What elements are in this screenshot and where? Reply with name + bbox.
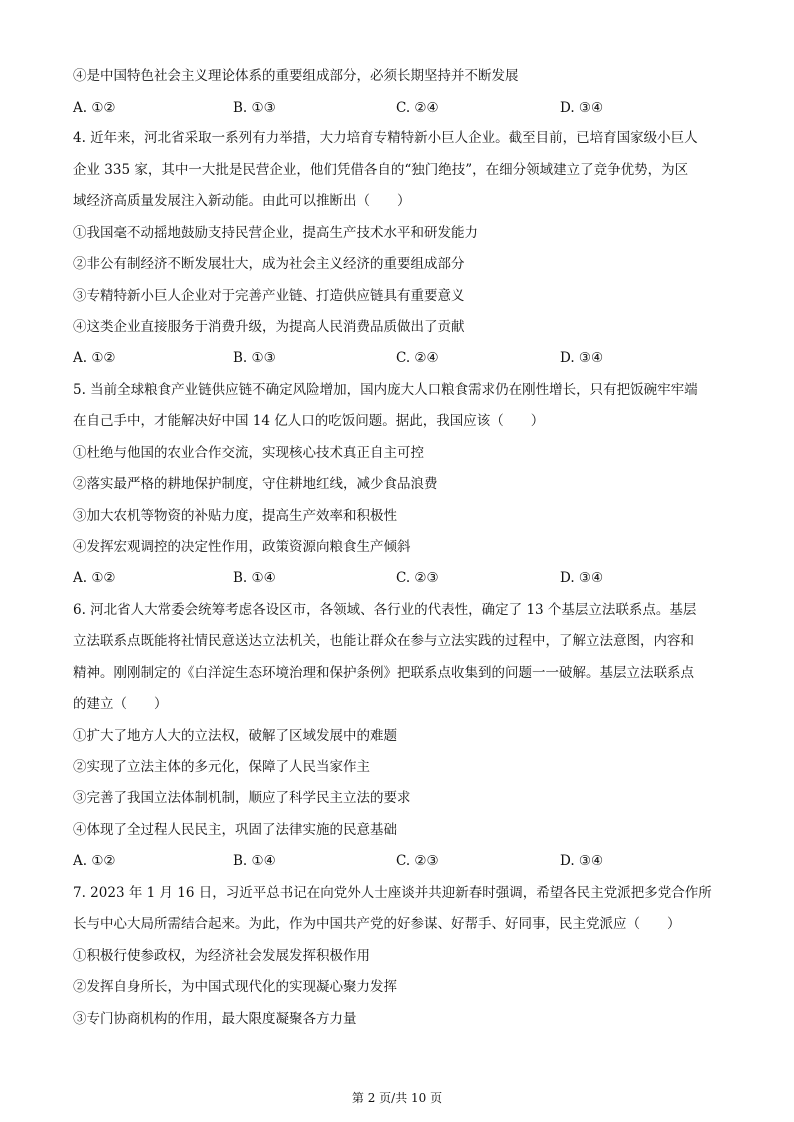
question-4-stem: 企业 335 家，其中一大批是民营企业，他们凭借各自的“独门绝技”，在细分领域建立了竞争优势，为区	[73, 162, 689, 178]
option-a[interactable]: A. ①②	[73, 570, 116, 586]
question-5-stem: 在自己手中，才能解决好中国 14 亿人口的吃饭问题。据此，我国应该（ ）	[73, 413, 545, 429]
option-b[interactable]: B. ①③	[233, 350, 276, 366]
statement-1: ①我国毫不动摇地鼓励支持民营企业，提高生产技术水平和研发能力	[73, 225, 478, 241]
option-d[interactable]: D. ③④	[560, 350, 604, 366]
statement-1: ①扩大了地方人大的立法权，破解了区域发展中的难题	[73, 728, 397, 744]
question-7-stem: 长与中心大局所需结合起来。为此，作为中国共产党的好参谋、好帮手、好同事，民主党派应（ ）	[73, 916, 681, 932]
option-b[interactable]: B. ①④	[233, 853, 276, 869]
statement-4: ④发挥宏观调控的决定性作用，政策资源向粮食生产倾斜	[73, 539, 411, 555]
statement-1: ①杜绝与他国的农业合作交流，实现核心技术真正自主可控	[73, 445, 424, 461]
question-7-stem: 7. 2023 年 1 月 16 日，习近平总书记在向党外人士座谈并共迎新春时强调，希望各民主党派把多党合作所	[73, 885, 712, 901]
option-d[interactable]: D. ③④	[560, 570, 604, 586]
option-c[interactable]: C. ②④	[396, 100, 439, 116]
options-row	[73, 98, 733, 118]
statement-2: ②非公有制经济不断发展壮大，成为社会主义经济的重要组成部分	[73, 256, 465, 272]
statement-2: ②落实最严格的耕地保护制度，守住耕地红线，减少食品浪费	[73, 476, 438, 492]
option-d[interactable]: D. ③④	[560, 853, 604, 869]
option-a[interactable]: A. ①②	[73, 853, 116, 869]
question-4-stem: 4. 近年来，河北省采取一系列有力举措，大力培育专精特新小巨人企业。截至目前，已培育国家级小巨人	[73, 130, 698, 146]
statement-2: ②实现了立法主体的多元化，保障了人民当家作主	[73, 759, 370, 775]
option-d[interactable]: D. ③④	[560, 100, 604, 116]
question-6-stem: 的建立（ ）	[73, 696, 168, 712]
options-row	[73, 568, 733, 588]
option-c[interactable]: C. ②③	[396, 853, 439, 869]
option-b[interactable]: B. ①④	[233, 570, 276, 586]
question-6-stem: 立法联系点既能将社情民意送达立法机关，也能让群众在参与立法实践的过程中，了解立法意图，内容和	[73, 633, 694, 649]
statement-4: ④体现了全过程人民民主，巩固了法律实施的民意基础	[73, 822, 397, 838]
statement-2: ②发挥自身所长，为中国式现代化的实现凝心聚力发挥	[73, 979, 397, 995]
statement-3: ③专精特新小巨人企业对于完善产业链、打造供应链具有重要意义	[73, 288, 465, 304]
options-row	[73, 851, 733, 871]
option-a[interactable]: A. ①②	[73, 100, 116, 116]
page-number: 第 2 页/共 10 页	[351, 1091, 443, 1105]
statement-3: ③完善了我国立法体制机制，顺应了科学民主立法的要求	[73, 790, 411, 806]
question-4-stem: 域经济高质量发展注入新动能。由此可以推断出（ ）	[73, 193, 411, 209]
question-6-stem: 6. 河北省人大常委会统筹考虑各设区市，各领域、各行业的代表性，确定了 13 个基层立法联系点。基层	[73, 602, 697, 618]
option-a[interactable]: A. ①②	[73, 350, 116, 366]
statement-4: ④是中国特色社会主义理论体系的重要组成部分，必须长期坚持并不断发展	[73, 68, 519, 84]
statement-3: ③加大农机等物资的补贴力度，提高生产效率和积极性	[73, 508, 397, 524]
statement-1: ①积极行使参政权，为经济社会发展发挥积极作用	[73, 948, 370, 964]
statement-3: ③专门协商机构的作用，最大限度凝聚各方力量	[73, 1011, 357, 1027]
statement-4: ④这类企业直接服务于消费升级，为提高人民消费品质做出了贡献	[73, 319, 465, 335]
option-c[interactable]: C. ②④	[396, 350, 439, 366]
question-6-stem: 精神。刚刚制定的《白洋淀生态环境治理和保护条例》把联系点收集到的问题一一破解。基层立法联系点	[73, 665, 694, 681]
option-c[interactable]: C. ②③	[396, 570, 439, 586]
options-row	[73, 348, 733, 368]
option-b[interactable]: B. ①③	[233, 100, 276, 116]
question-5-stem: 5. 当前全球粮食产业链供应链不确定风险增加，国内庞大人口粮食需求仍在刚性增长，只有把饭碗牢牢端	[73, 382, 698, 398]
